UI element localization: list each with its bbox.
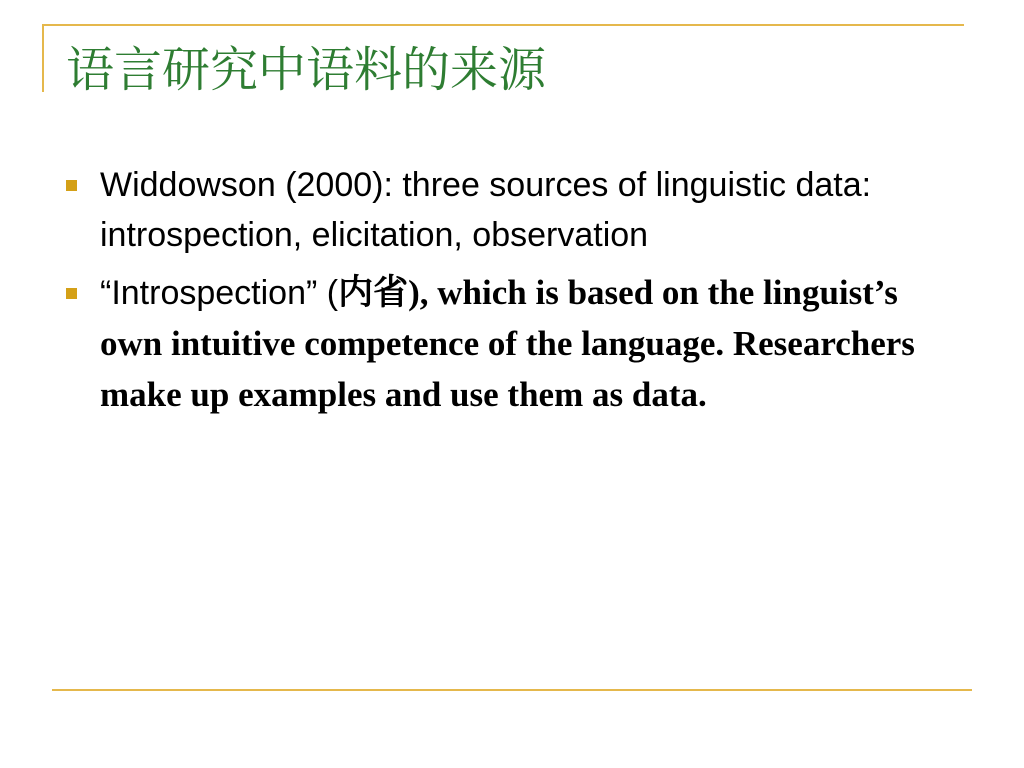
introspection-term-chinese: 内省: [338, 273, 409, 312]
introspection-definition: , which is based on the linguist’s own intuitive competence of the language. Researchers make up examples and use them as data.: [100, 273, 915, 414]
bullet-item-sources: [66, 160, 966, 260]
square-bullet-icon: [66, 288, 77, 299]
frame-left-line: [42, 24, 44, 92]
square-bullet-icon: [66, 180, 77, 191]
bullet-item-introspection: [66, 268, 966, 421]
introspection-term: “Introspection” (: [100, 274, 339, 312]
bullet-list: [66, 160, 966, 429]
slide-title: 语言研究中语料的来源: [66, 42, 547, 98]
introspection-close-paren: ): [408, 273, 420, 312]
frame-top-line: [42, 24, 964, 26]
frame-bottom-line: [52, 689, 972, 691]
bullet-text-sources: Widdowson (2000): three sources of linguistic data: introspection, elicitation, observation: [100, 166, 872, 254]
